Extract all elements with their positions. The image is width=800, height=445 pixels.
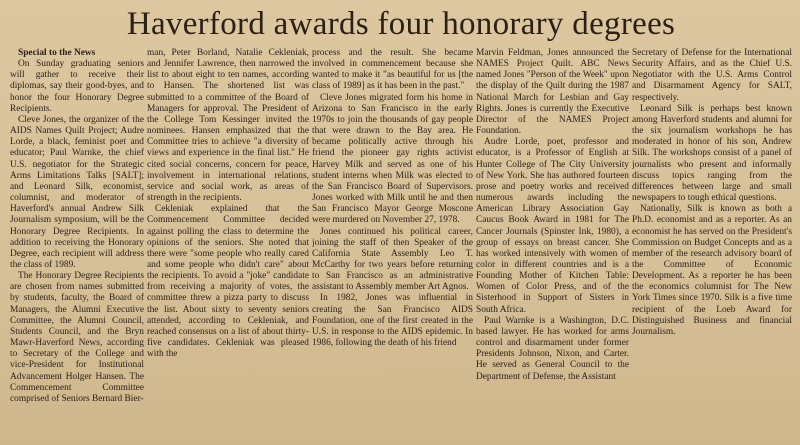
paragraph: In 1982, Jones was influential in creating the San Francisco AIDS Foundation, one of the first created in the U.S. in response to the AIDS epidemic. In 1986, following the death of his friend <box>312 293 473 349</box>
paragraph: man, Peter Borland, Natalie Cekleniak, and Jennifer Lawrence, then narrowed the list to about eight to ten names, according to Hansen. The shortened list was submitted to a committee of the Board of Managers for approval. The President of the College Tom Kessinger invited the nominees. Hansen emphasized that the Committee tries to achieve "a diversity of views and experience in the final list." He cited social concerns, concern for peace, involvement in international relations, service and social work, as areas of strength in the recipients. <box>147 48 309 204</box>
column-1 <box>10 48 144 443</box>
paragraph: Cekleniak explained that the Commencement Committee decided against polling the class to determine the opinions of the seniors. She noted that there were "some people who really cared and some people who didn't care" about the recipients. To avoid a "joke" candidate from receiving a majority of votes, the committee threw a pizza party to discuss the list. About sixty to seventy seniors attended, according to Cekleniak, and reached consensus on a list of about thirty-five candidates. Cekleniak was pleased with the <box>147 204 309 360</box>
paragraph: process and the result. She became involved in commencement because she wanted to make it "as beautiful for us [the class of 1989] as it has been in the past." <box>312 48 473 92</box>
paragraph: Cleve Jones migrated form his home in Arizona to San Francisco in the early 1970s to join the thousands of gay people that were drawn to the Bay area. He became politically active through his friend the pioneer gay rights activist Harvey Milk and served as one of his student interns when Milk was elected to the San Francisco Board of Supervisors. Jones worked with Milk until he and then San Francisco Mayor George Moscone were murdered on November 27, 1978. <box>312 92 473 226</box>
column-2 <box>147 48 309 443</box>
article-columns <box>10 48 792 443</box>
paragraph: Leonard Silk is perhaps best known among Haverford students and alumni for the six journalism workshops he has moderated in honor of his son, Andrew Silk. The workshops consist of a panel of journalists who present and informally discuss topics ranging from the differences between large and small newspapers to tough ethical questions. <box>632 103 792 204</box>
paragraph: On Sunday graduating seniors will gather to receive their diplomas, say their good-byes, and honor the four Honorary Degree Recipients. <box>10 59 144 114</box>
paragraph: Nationally, Silk is known as both a Ph.D. economist and as a reporter. As an economist he has served on the President's Commission on Budget Concepts and as a member of the research advisory board of the Committee of Economic Development. As a reporter he has been the economics columnist for The New York Times since 1970. Silk is a five time recipient of the Loeb Award for Distinguished Business and financial Journalism. <box>632 204 792 337</box>
column-4 <box>476 48 629 443</box>
paragraph: Audre Lorde, poet, professor and educator, is a Professor of English at Hunter College of The City University of New York. She has authored fourteen prose and poetry works and received numerous awards including the American Library Association Gay Caucus Book Award in 1981 for The Cancer Journals (Spinster Ink, 1980), a group of essays on breast cancer. She has worked intensively with women of color in different countries and is a Founding Mother of Kitchen Table: Women of Color Press, and of the Sisterhood in Support of Sisters in South Africa. <box>476 137 629 315</box>
paragraph: The Honorary Degree Recipients are chosen from names submitted by students, faculty, the Board of Managers, the Alumni Executive Committee, the Alumni Council, Students Council, and the Bryn Mawr-Haverford News, according to Secretary of the College and vice-President for Institutional Advancement Holger Hansen. The Commencement Committee comprised of Seniors Bernard Bier- <box>10 271 144 404</box>
paragraph: Jones continued his political career, joining the staff of then Speaker of the California State Assembly Leo T. McCarthy for two years before returning to San Francisco as an administrative assistant to Assembly member Art Agnos. <box>312 226 473 293</box>
paragraph: Secretary of Defense for the International Security Affairs, and as the Chief U.S. Negotiator with the U.S. Arms Control and Disarmament Agency for SALT, respectively. <box>632 48 792 103</box>
column-5 <box>632 48 792 443</box>
headline: Haverford awards four honorary degrees <box>126 6 676 42</box>
byline: Special to the News <box>18 48 96 58</box>
column-3 <box>312 48 473 443</box>
paragraph: Cleve Jones, the organizer of the AIDS Names Quilt Project; Audre Lorde, a black, feminist poet and educator; Paul Warnke, the chief U.S. negotiator for the Strategic Arms Limitations Talks [SALT]; and Leonard Silk, economist, columnist, and moderator of Haverford's annual Andrew Silk Journalism symposium, will be the Honorary Degree Recipients. In addition to receiving the Honorary Degree, each recipient will address the class of 1989. <box>10 114 144 270</box>
paragraph: Marvin Feldman, Jones announced the NAMES Project Quilt. ABC News named Jones "Person of the Week" upon the display of the Quilt during the 1987 National March for Lesbian and Gay Rights. Jones is currently the Executive Director of the NAMES Project Foundation. <box>476 48 629 137</box>
paragraph: Paul Warnke is a Washington, D.C. based lawyer. He has worked for arms control and disarmament under former Presidents Johnson, Nixon, and Carter. He served as General Council to the Department of Defense, the Assistant <box>476 315 629 382</box>
